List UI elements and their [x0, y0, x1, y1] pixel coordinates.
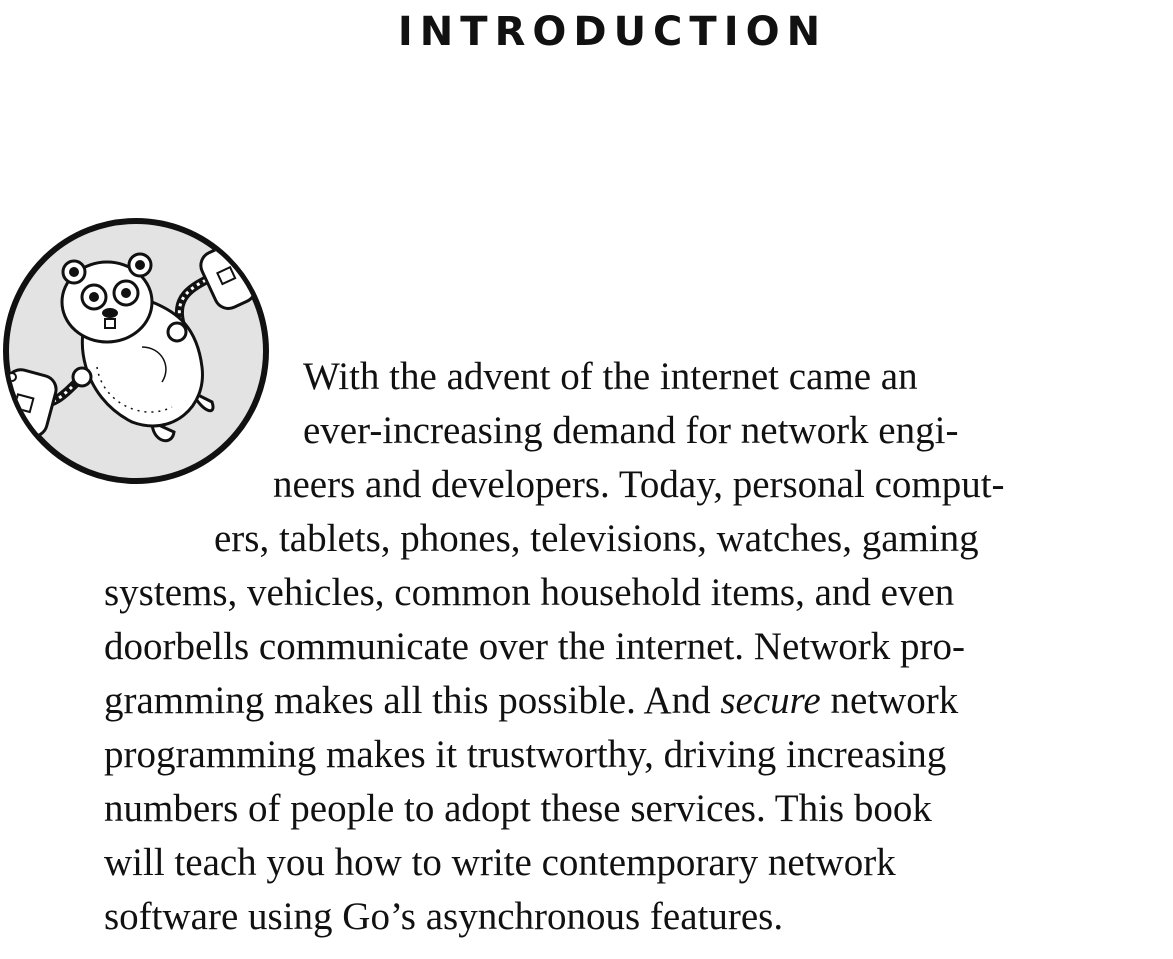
paragraph-line: will teach you how to write contemporary network	[104, 841, 896, 884]
paragraph-line-with-emphasis	[104, 674, 958, 728]
paragraph-line: systems, vehicles, common household items, and even	[104, 571, 955, 614]
paragraph-line: ers, tablets, phones, televisions, watches, gaming	[214, 517, 979, 560]
paragraph-line: doorbells communicate over the internet. Network pro-	[104, 625, 965, 668]
gopher-illustration	[2, 217, 270, 485]
paragraph-line: software using Go’s asynchronous features.	[104, 895, 784, 938]
emphasized-word: secure	[720, 679, 821, 722]
paragraph-text: network	[830, 679, 959, 722]
chapter-title: INTRODUCTION	[397, 9, 828, 55]
paragraph-line: With the advent of the internet came an	[303, 355, 918, 398]
paragraph-line: programming makes it trustworthy, driving increasing	[104, 733, 947, 776]
gopher-with-robot-arms-icon	[2, 217, 270, 485]
paragraph-line: neers and developers. Today, personal comput-	[273, 463, 1005, 506]
paragraph-line: ever-increasing demand for network engi-	[303, 409, 959, 452]
paragraph-text: gramming makes all this possible. And	[104, 679, 711, 722]
paragraph-line: numbers of people to adopt these services. This book	[104, 787, 932, 830]
